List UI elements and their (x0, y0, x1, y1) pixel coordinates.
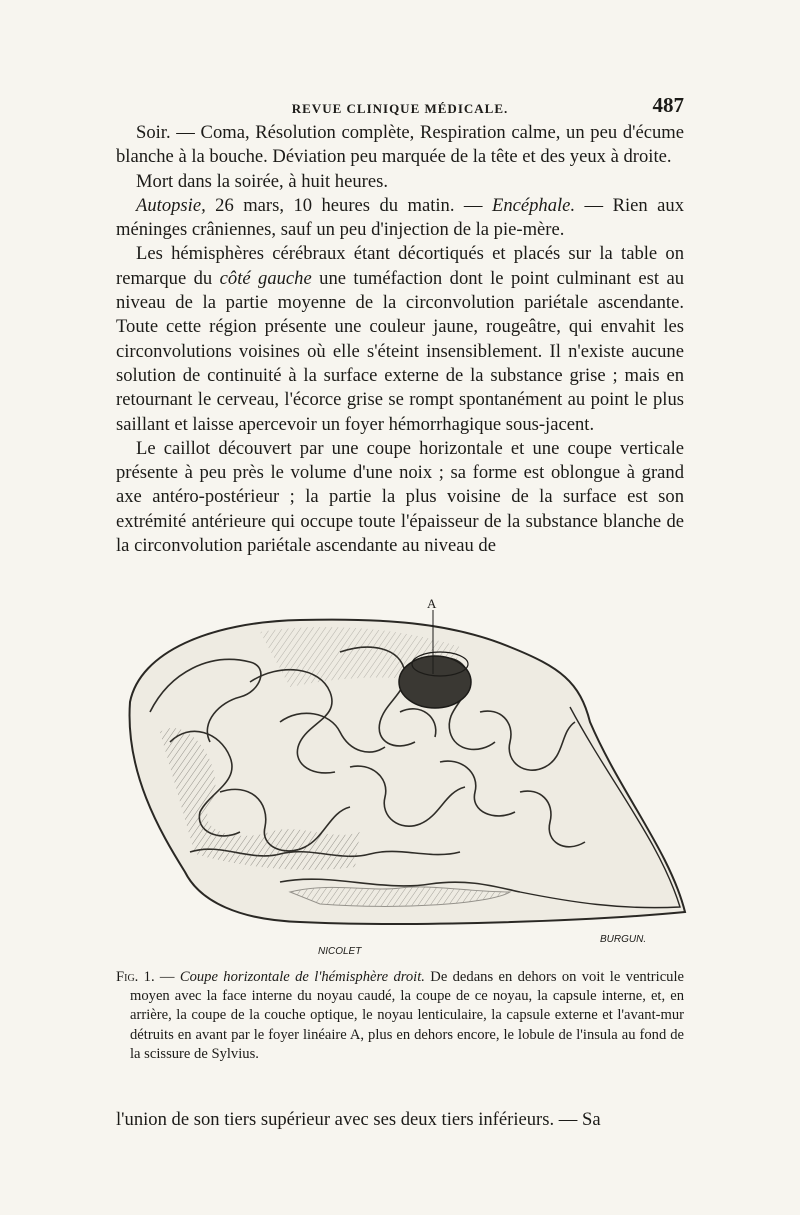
autopsy-date: 26 mars, 10 heures du matin. — (205, 194, 492, 216)
paragraph-hemispheres (116, 242, 684, 436)
paragraph-death: Mort dans la soirée, à huit heures. (136, 170, 388, 192)
left-side-text: côté gauche (219, 267, 312, 289)
continuation-text: l'union de son tiers supérieur avec ses deux tiers inférieurs. — Sa (116, 1109, 601, 1130)
paragraph-evening-status: Soir. — Coma, Résolution complète, Respiration calme, un peu d'écume blanche à la bouche. Déviation peu marquée de la tête et des yeux à droite. (116, 122, 684, 168)
brain-figure (100, 592, 700, 964)
page-number: 487 (652, 93, 684, 117)
caption-dash: — (154, 969, 180, 985)
body-text (116, 121, 684, 558)
paragraph-clot: Le caillot découvert par une coupe horizontale et une coupe verticale présente à peu près le volume d'une noix ; sa forme est oblongue à grand axe antéro-postérieur ; la partie la plus voisine de la surface est son extrémité antérieure qui occupe toute l'épaisseur de la substance blanche de la circonvolution pariétale ascendante au niveau de (116, 437, 684, 557)
engraver-right: BURGUN. (600, 934, 647, 945)
hemispheres-text-a: Les hémisphères cérébraux étant décortiqués et placés sur la table on remarque du (116, 243, 684, 289)
brain-engraving (100, 592, 700, 964)
encephale-label: Encéphale. (491, 194, 576, 216)
hemispheres-text-b: une tuméfaction dont le point culminant est au niveau de la partie moyenne de la circonvolution pariétale ascendante. Toute cette région présente une couleur jaune, rougeâtre, qui envahit les circonvolutions voisines où elle s'éteint insensiblement. Il n'existe aucune solution de continuité à la surface externe de la substance grise ; mais en retournant le cerveau, l'écorce grise se rompt spontanément au point le plus saillant et laisse apercevoir un foyer hémorrhagique sous-jacent. (116, 267, 684, 435)
autopsy-label: Autopsie, (136, 194, 206, 216)
marker-a-label: A (427, 596, 437, 611)
figure-caption (116, 968, 684, 1064)
paragraph-autopsy (116, 194, 684, 243)
hemorrhage-focus (399, 656, 471, 708)
caption-body (116, 968, 684, 1064)
running-head (116, 93, 684, 121)
caption-text: De dedans en dehors on voit le ventricule moyen avec la face interne du noyau caudé, la coupe de ce noyau, la capsule interne, et, en arrière, la coupe de la couche optique, le noyau lenticulaire, la capsule externe et l'avant-mur détruits en avant par le foyer linéaire A, plus en dehors encore, le lobule de l'insula au fond de la scissure de Sylvius. (130, 969, 684, 1062)
figure-title: Coupe horizontale de l'hémisphère droit. (179, 969, 425, 985)
engraver-left: NICOLET (318, 946, 362, 957)
autopsy-text: — Rien aux méninges crâniennes, sauf un peu d'injection de la pie-mère. (116, 194, 684, 241)
running-title: REVUE CLINIQUE MÉDICALE. (291, 101, 509, 116)
figure-label: Fig. 1. (116, 969, 155, 985)
